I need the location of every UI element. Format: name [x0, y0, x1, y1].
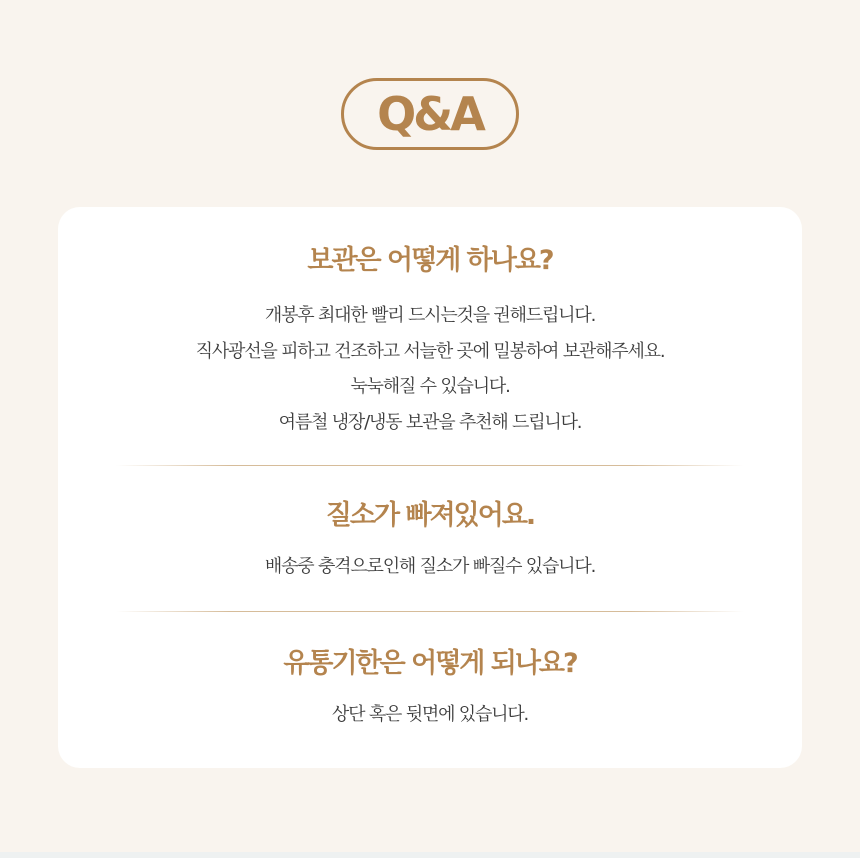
answer-line: 여름철 냉장/냉동 보관을 추천해 드립니다. [278, 411, 582, 433]
bottom-strip [0, 852, 860, 858]
section-divider [116, 611, 744, 612]
answer-line: 배송중 충격으로인해 질소가 빠질수 있습니다. [264, 556, 596, 577]
faq-answer [58, 298, 802, 440]
qa-badge-label: Q&A [377, 87, 483, 141]
answer-line: 상단 혹은 뒷면에 있습니다. [331, 704, 529, 725]
faq-question: 질소가 빠져있어요. [325, 500, 535, 531]
faq-question: 유통기한은 어떻게 되나요? [283, 648, 577, 679]
qa-badge [341, 78, 519, 150]
faq-answer [58, 549, 802, 585]
faq-item-nitrogen [58, 499, 802, 585]
faq-item-expiry [58, 647, 802, 733]
faq-card [58, 207, 802, 768]
answer-line: 개봉후 최대한 빨리 드시는것을 권해드립니다. [264, 305, 596, 326]
answer-line: 직사광선을 피하고 건조하고 서늘한 곳에 밀봉하여 보관해주세요. [195, 340, 665, 362]
faq-answer [58, 697, 802, 733]
faq-item-storage [58, 244, 802, 440]
faq-question: 보관은 어떻게 하나요? [307, 245, 553, 276]
answer-line: 눅눅해질 수 있습니다. [350, 376, 510, 397]
section-divider [116, 465, 744, 466]
